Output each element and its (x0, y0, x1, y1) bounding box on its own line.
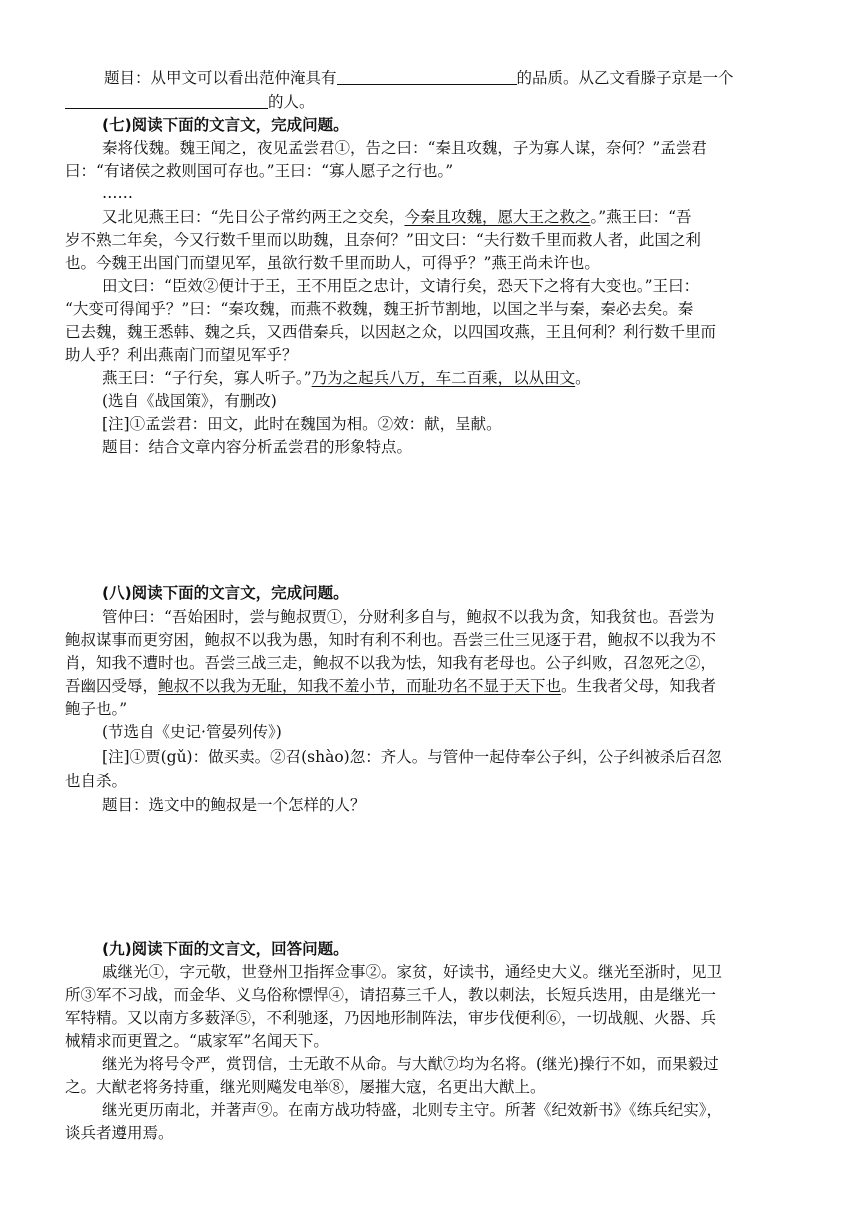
paragraph-line: 助人乎？利出燕南门而望见军乎？ (65, 346, 298, 364)
paragraph-line: 肖，知我不遭时也。吾尝三战三走，鲍叔不以我为怯，知我有老母也。公子纠败，召忽死之②， (65, 654, 717, 672)
q6-prompt-text: 的人。 (268, 93, 315, 111)
annotation-note: 也自杀。 (65, 772, 128, 790)
text-span: 。生我者父母，知我者 (561, 677, 717, 695)
paragraph-line: “大变可得闻乎？”曰：“秦攻魏，而燕不救魏，魏王折节割地，以国之半与秦，秦必去矣。秦 (65, 300, 694, 318)
paragraph-line: 继光更历南北，并著声⑨。在南方战功特盛，北则专主守。所著《纪效新书》《练兵纪实》， (102, 1101, 723, 1119)
source-citation: (节选自《史记·管晏列传》) (102, 723, 282, 741)
q6-prompt-line-2 (65, 91, 315, 113)
q6-prompt-line-1 (104, 67, 734, 89)
paragraph-line: 谈兵者遵用焉。 (65, 1124, 174, 1142)
q6-prompt-text: 的品质。从乙文看滕子京是一个 (516, 69, 734, 87)
paragraph-line (102, 206, 692, 228)
paragraph-line: 之。大猷老将务持重，继光则飚发电举⑧，屡摧大寇，名更出大猷上。 (65, 1078, 546, 1096)
annotation-note: [注]①孟尝君：田文，此时在魏国为相。②效：献，呈献。 (102, 415, 502, 433)
paragraph-line: 继光为将号令严，赏罚信，士无敢不从命。与大猷⑦均为名将。(继光)操行不如，而果毅过 (102, 1055, 719, 1073)
text-span: 。”燕王曰：“吾 (590, 208, 692, 226)
paragraph-line: 田文曰：“臣效②便计于王，王不用臣之忠计，文请行矣，恐天下之将有大变也。”王曰： (102, 277, 700, 295)
source-citation: (选自《战国策》，有删改) (102, 392, 277, 410)
paragraph-line: 岁不熟二年矣，今又行数千里而以助魏，且奈何？”田文曰：“夫行数千里而救人者，此国之利 (65, 231, 701, 249)
paragraph-line: 已去魏，魏王悉韩、魏之兵，又西借秦兵，以因赵之众，以四国攻燕，王且何利？利行数千里而 (65, 323, 717, 341)
section-7-heading: (七)阅读下面的文言文，完成问题。 (102, 116, 349, 134)
section-8-heading: (八)阅读下面的文言文，完成问题。 (102, 584, 349, 602)
question-prompt: 题目：选文中的鲍叔是一个怎样的人？ (102, 796, 366, 814)
section-9-heading: (九)阅读下面的文言文，回答问题。 (102, 940, 349, 958)
underlined-sentence: 乃为之起兵八万，车二百乘，以从田文 (311, 369, 576, 387)
paragraph-line (65, 675, 716, 697)
paragraph-line (102, 367, 591, 389)
paragraph-line: 秦将伐魏。魏王闻之，夜见孟尝君①，告之曰：“秦且攻魏，子为寡人谋，奈何？”孟尝君 (102, 139, 707, 157)
paragraph-line: 管仲曰：“吾始困时，尝与鲍叔贾①，分财利多自与，鲍叔不以我为贪，知我贫也。吾尝为 (102, 608, 715, 626)
ellipsis: …… (102, 184, 133, 202)
underlined-sentence: 今秦且攻魏，愿大王之救之 (404, 208, 591, 226)
paragraph-line: 也。今魏王出国门而望见军，虽欲行数千里而助人，可得乎？”燕王尚未许也。 (65, 254, 600, 272)
text-span: 又北见燕王曰：“先日公子常约两王之交矣， (102, 208, 405, 226)
text-span: 吾幽囚受辱， (65, 677, 159, 695)
paragraph-line: 鲍子也。” (65, 700, 128, 718)
question-prompt: 题目：结合文章内容分析孟尝君的形象特点。 (102, 438, 413, 456)
paragraph-line: 军特精。又以南方多薮泽⑤，不利驰逐，乃因地形制阵法，审步伐便利⑥，一切战舰、火器、兵 (65, 1009, 717, 1027)
text-span: 。 (575, 369, 591, 387)
paragraph-line: 鲍叔谋事而更穷困，鲍叔不以我为愚，知时有利不利也。吾尝三仕三见逐于君，鲍叔不以我为不 (65, 631, 717, 649)
q6-prompt-text: 题目：从甲文可以看出范仲淹具有 (104, 69, 337, 87)
answer-blank[interactable] (337, 68, 517, 85)
paragraph-line: 曰：“有诸侯之救则国可存也。”王曰：“寡人愿子之行也。” (65, 162, 454, 180)
paragraph-line: 戚继光①，字元敬，世登州卫指挥佥事②。家贫，好读书，通经史大义。继光至浙时，见卫 (102, 963, 723, 981)
paragraph-line: 械精求而更置之。“戚家军”名闻天下。 (65, 1032, 329, 1050)
annotation-note: [注]①贾(gǔ)：做买卖。②召(shào)忽：齐人。与管仲一起侍奉公子纠，公子纠被杀后召忽 (102, 748, 722, 766)
underlined-sentence: 鲍叔不以我为无耻，知我不羞小节，而耻功名不显于天下也 (158, 677, 562, 695)
answer-blank[interactable] (65, 92, 268, 109)
text-span: 燕王曰：“子行矣，寡人听子。” (102, 369, 312, 387)
paragraph-line: 所③军不习战，而金华、义乌俗称慓悍④，请招募三千人，教以刺法，长短兵迭用，由是继光一 (65, 986, 717, 1004)
